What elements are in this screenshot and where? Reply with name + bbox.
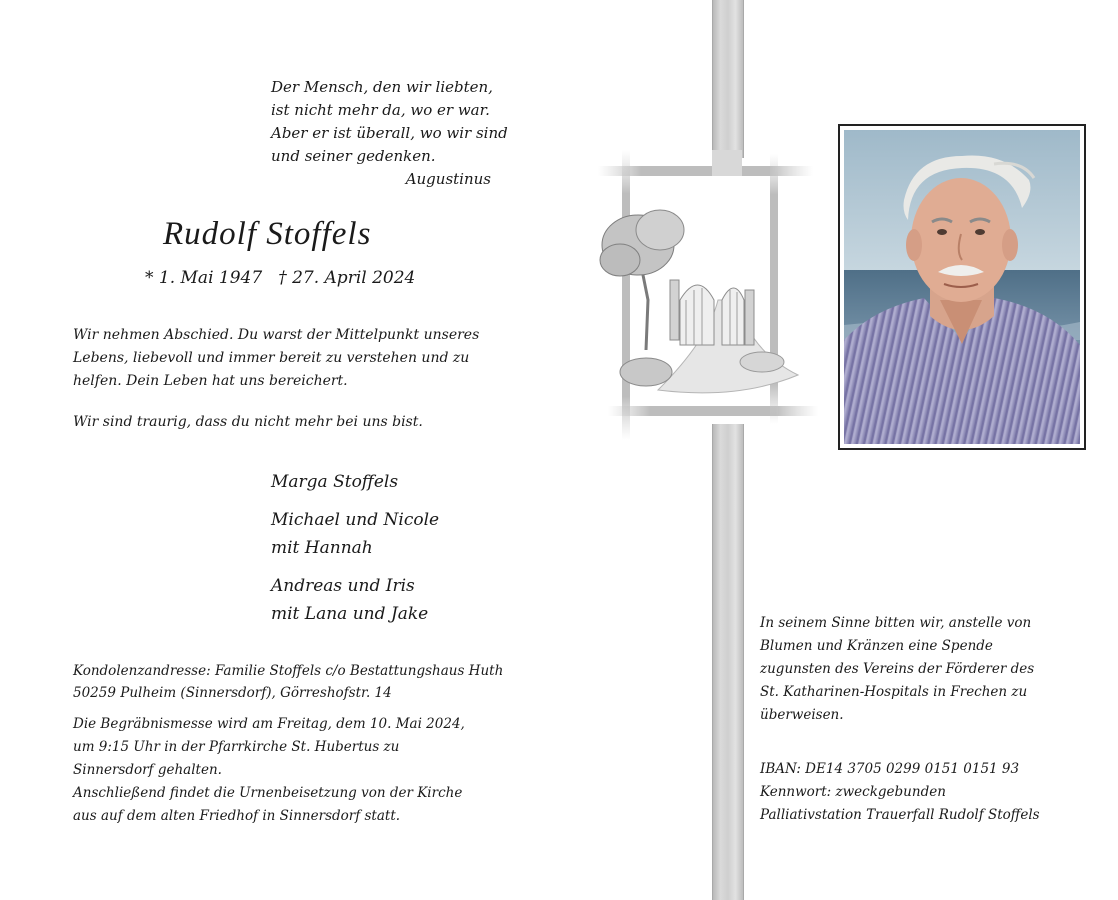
iban: IBAN: DE14 3705 0299 0151 0151 93 bbox=[760, 761, 1020, 777]
poem-line: und seiner gedenken. bbox=[271, 147, 436, 165]
life-dates bbox=[145, 268, 415, 288]
death-date: † 27. April 2024 bbox=[278, 268, 416, 288]
farewell-closing: Wir sind traurig, dass du nicht mehr bei uns bist. bbox=[73, 414, 423, 430]
funeral-line: Anschließend findet die Urnenbeisetzung von der Kirche bbox=[73, 785, 463, 801]
donation-line: zugunsten des Vereins der Förderer des bbox=[760, 661, 1035, 677]
portrait-photo bbox=[844, 130, 1080, 444]
reference: Palliativstation Trauerfall Rudolf Stoffels bbox=[760, 807, 1040, 823]
family-name: Andreas und Iris bbox=[271, 576, 415, 596]
condolence-address bbox=[73, 660, 503, 704]
cross-band-bottom bbox=[712, 424, 744, 900]
poem bbox=[271, 76, 508, 191]
poem-line: ist nicht mehr da, wo er war. bbox=[271, 101, 490, 119]
donation-line: überweisen. bbox=[760, 707, 844, 723]
funeral-line: aus auf dem alten Friedhof in Sinnersdorf statt. bbox=[73, 808, 401, 824]
deceased-name: Rudolf Stoffels bbox=[163, 216, 372, 252]
funeral-line: um 9:15 Uhr in der Pfarrkirche St. Hubertus zu bbox=[73, 739, 400, 755]
family-name: Michael und Nicole bbox=[271, 510, 440, 530]
bank-details bbox=[760, 758, 1040, 827]
funeral-info bbox=[73, 713, 465, 828]
cross-band-top bbox=[712, 0, 744, 158]
keyword: Kennwort: zweckgebunden bbox=[760, 784, 946, 800]
portrait-frame bbox=[838, 124, 1086, 450]
poem-line: Aber er ist überall, wo wir sind bbox=[271, 124, 508, 142]
family-group bbox=[271, 506, 439, 562]
family-name: Marga Stoffels bbox=[271, 472, 399, 492]
donation-request bbox=[760, 612, 1034, 727]
garden-gate-sketch bbox=[598, 150, 818, 440]
birth-date: * 1. Mai 1947 bbox=[145, 268, 263, 288]
farewell-paragraph: Wir nehmen Abschied. Du warst der Mittelpunkt unseres Lebens, liebevoll und immer bereit zu verstehen und zu helfen. Dein Leben hat uns bereichert. bbox=[73, 327, 480, 389]
funeral-line: Die Begräbnismesse wird am Freitag, dem 10. Mai 2024, bbox=[73, 716, 465, 732]
donation-line: In seinem Sinne bitten wir, anstelle von bbox=[760, 615, 1032, 631]
condolence-line: 50259 Pulheim (Sinnersdorf), Görreshofstr. 14 bbox=[73, 685, 392, 701]
family-name: mit Hannah bbox=[271, 538, 373, 558]
family-group bbox=[271, 468, 398, 496]
family-name: mit Lana und Jake bbox=[271, 604, 429, 624]
family-group bbox=[271, 572, 428, 628]
donation-line: St. Katharinen-Hospitals in Frechen zu bbox=[760, 684, 1028, 700]
poem-line: Der Mensch, den wir liebten, bbox=[271, 78, 493, 96]
condolence-line: Kondolenzandresse: Familie Stoffels c/o Bestattungshaus Huth bbox=[73, 663, 504, 679]
donation-line: Blumen und Kränzen eine Spende bbox=[760, 638, 993, 654]
funeral-line: Sinnersdorf gehalten. bbox=[73, 762, 222, 778]
poem-author: Augustinus bbox=[405, 170, 491, 188]
